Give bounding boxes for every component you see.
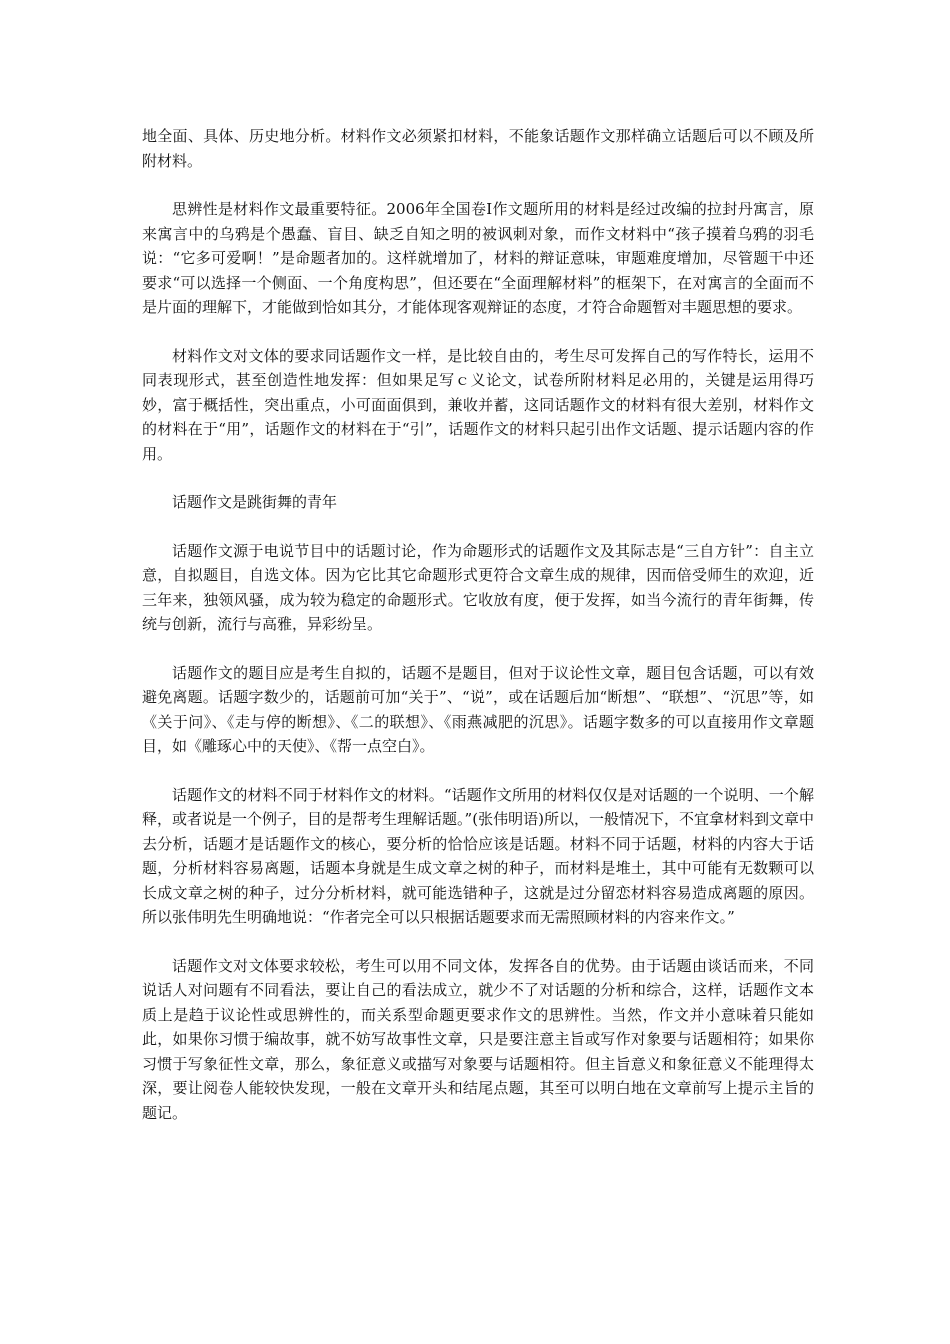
section-heading: 话题作文是跳街舞的青年 [172,493,338,511]
paragraph-2: 思辨性是材料作文最重要特征。2006年全国卷Ⅰ作文题所用的材料是经过改编的拉封丹寓言，原来寓言中的乌鸦是个愚蠢、盲目、缺乏自知之明的被讽刺对象，而作文材料中“孩子摸着乌鸦的羽毛说：“它多可爱啊！”是命题者加的。这样就增加了，材料的辩证意味，审题难度增加，尽管题干中还要求“可以选择一个侧面、一个角度构思”，但还要在“全面理解材料”的框架下，在对寓言的全面而不是片面的理解下，才能做到恰如其分，才能体现客观辩证的态度，才符合命题暂对丰题思想的要求。 [142,200,814,316]
paragraph-4: 话题作文源于电说节目中的话题讨论，作为命题形式的话题作文及其际志是“三自方针”：自主立意，自拟题目，自选文体。因为它比其它命题形式更符合文章生成的规律，因而倍受师生的欢迎，近三年来，独领风骚，成为较为稳定的命题形式。它收放有度，便于发挥，如当今流行的青年街舞，传统与创新，流行与高雅，异彩纷呈。 [142,541,814,633]
paragraph-6: 话题作文的材料不同于材料作文的材料。“话题作文所用的材料仅仅是对话题的一个说明、一个解释，或者说是一个例子，目的是帮考生理解话题。”(张伟明语)所以，一般情况下，不宜拿材料到文章中去分析，话题才是话题作文的核心，要分析的恰恰应该是话题。材料不同于话题，材料的内容大于话题，分析材料容易离题，话题本身就是生成文章之树的种子，而材料是堆土，其中可能有无数颗可以长成文章之树的种子，过分分析材料，就可能选错种子，这就是过分留恋材料容易造成离题的原因。所以张伟明先生明确地说：“作者完全可以只根据话题要求而无需照顾材料的内容来作文。” [142,785,814,926]
paragraph-3: 材料作文对文体的要求同话题作文一样，是比较自由的，考生尽可发挥自己的写作特长，运用不同表现形式，甚至创造性地发挥：但如果足写ｃ义论文，试卷所附材料足必用的，关键是运用得巧妙，富于概括性，突出重点，小可面面俱到，兼收并蓄，这同话题作文的材料有很大差别，材料作文的材料在于“用”，话题作文的材料在于“引”，话题作文的材料只起引出作文话题、提示话题内容的作用。 [142,346,814,463]
paragraph-7: 话题作文对文体要求较松，考生可以用不同文体，发挥各自的优势。由于话题由谈话而来，不同说话人对问题有不同看法，要让自己的看法成立，就少不了对话题的分析和综合，这样，话题作文本质上是趋于议论性或思辨性的，而关系型命题更要求作文的思辨性。当然，作文并小意味着只能如此，如果你习惯于编故事，就不妨写故事性文章，只是要注意主旨或写作对象要与话题相符；如果你习惯于写象征性文章，那么，象征意义或描写对象要与话题相符。但主旨意义和象征意义不能理得太深，要让阅卷人能较快发现，一般在文章开头和结尾点题，其至可以明白地在文章前写上提示主旨的题记。 [142,956,814,1122]
document-body [142,124,814,1149]
paragraph-1: 地全面、具体、历史地分析。材料作文必须紧扣材料，不能象话题作文那样确立话题后可以不顾及所附材料。 [142,127,814,170]
paragraph-5: 话题作文的题目应是考生自拟的，话题不是题目，但对于议论性文章，题目包含话题，可以有效避免离题。话题字数少的，话题前可加“关于”、“说”，或在话题后加“断想”、“联想”、“沉思”等，如《关于问》、《走与停的断想》、《二的联想》、《雨燕减肥的沉思》。话题字数多的可以直接用作文章题目，如《雕琢心中的天使》、《帮一点空白》。 [142,663,814,755]
